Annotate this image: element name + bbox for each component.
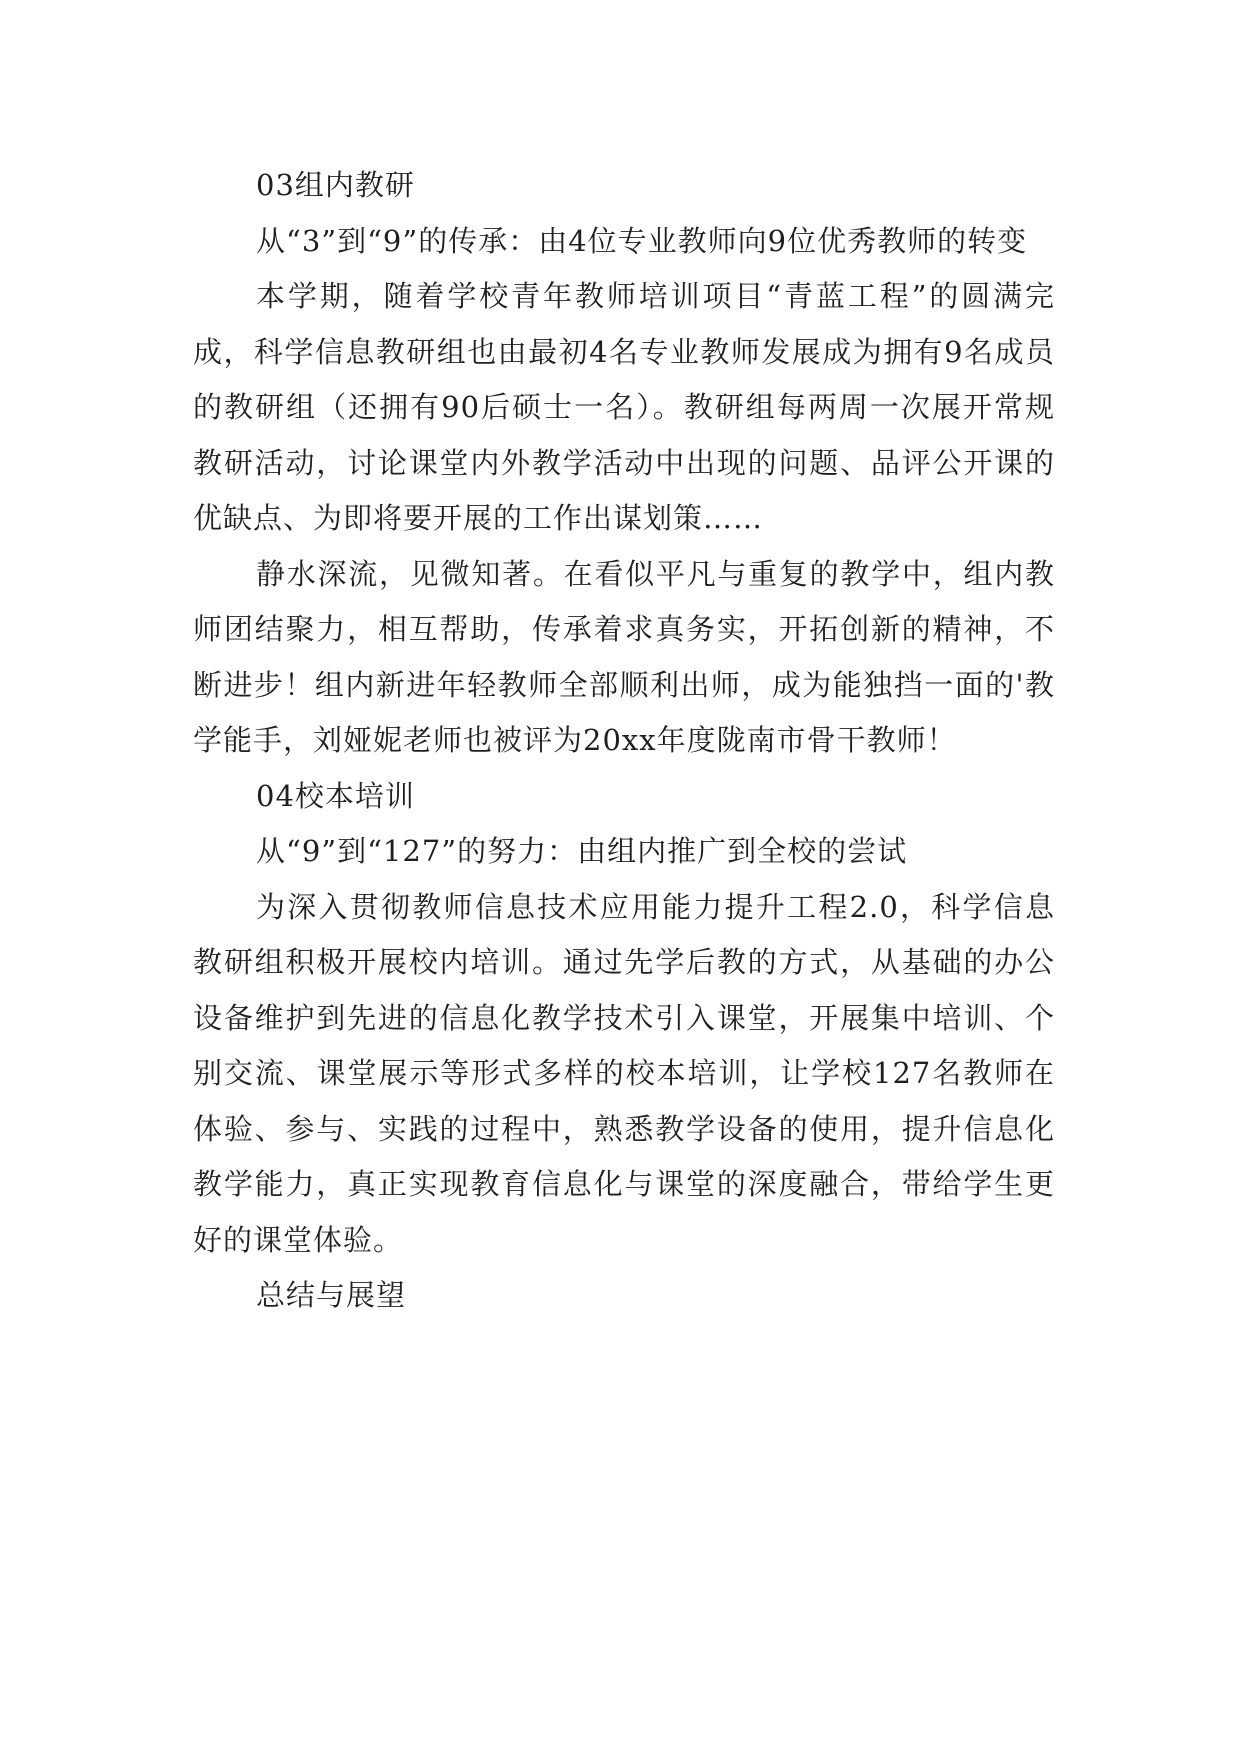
section-heading-04: 04校本培训 — [256, 778, 415, 813]
section-subtitle-04: 从“9”到“127”的努力：由组内推广到全校的尝试 — [256, 834, 908, 868]
body-paragraph: 本学期，随着学校青年教师培训项目“青蓝工程”的圆满完成，科学信息教研组也由最初4名专业教师发展成为拥有9名成员的教研组（还拥有90后硕士一名）。教研组每两周一次展开常规教研活动，讨论课堂内外教学活动中出现的问题、品评公开课的优缺点、为即将要开展的工作出谋划策…… — [193, 279, 1055, 535]
section-heading-summary: 总结与展望 — [256, 1278, 407, 1312]
section-subtitle-03: 从“3”到“9”的传承：由4位专业教师向9位优秀教师的转变 — [256, 223, 1028, 258]
document-page — [193, 158, 1055, 1324]
section-heading-03: 03组内教研 — [256, 168, 415, 202]
body-paragraph: 静水深流，见微知著。在看似平凡与重复的教学中，组内教师团结聚力，相互帮助，传承着求真务实，开拓创新的精神，不断进步！组内新进年轻教师全部顺利出师，成为能独挡一面的'教学能手，刘娅妮老师也被评为20xx年度陇南市骨干教师！ — [193, 556, 1055, 757]
body-paragraph: 为深入贯彻教师信息技术应用能力提升工程2.0，科学信息教研组积极开展校内培训。通过先学后教的方式，从基础的办公设备维护到先进的信息化教学技术引入课堂，开展集中培训、个别交流、课堂展示等形式多样的校本培训，让学校127名教师在体验、参与、实践的过程中，熟悉教学设备的使用，提升信息化教学能力，真正实现教育信息化与课堂的深度融合，带给学生更好的课堂体验。 — [193, 889, 1055, 1257]
